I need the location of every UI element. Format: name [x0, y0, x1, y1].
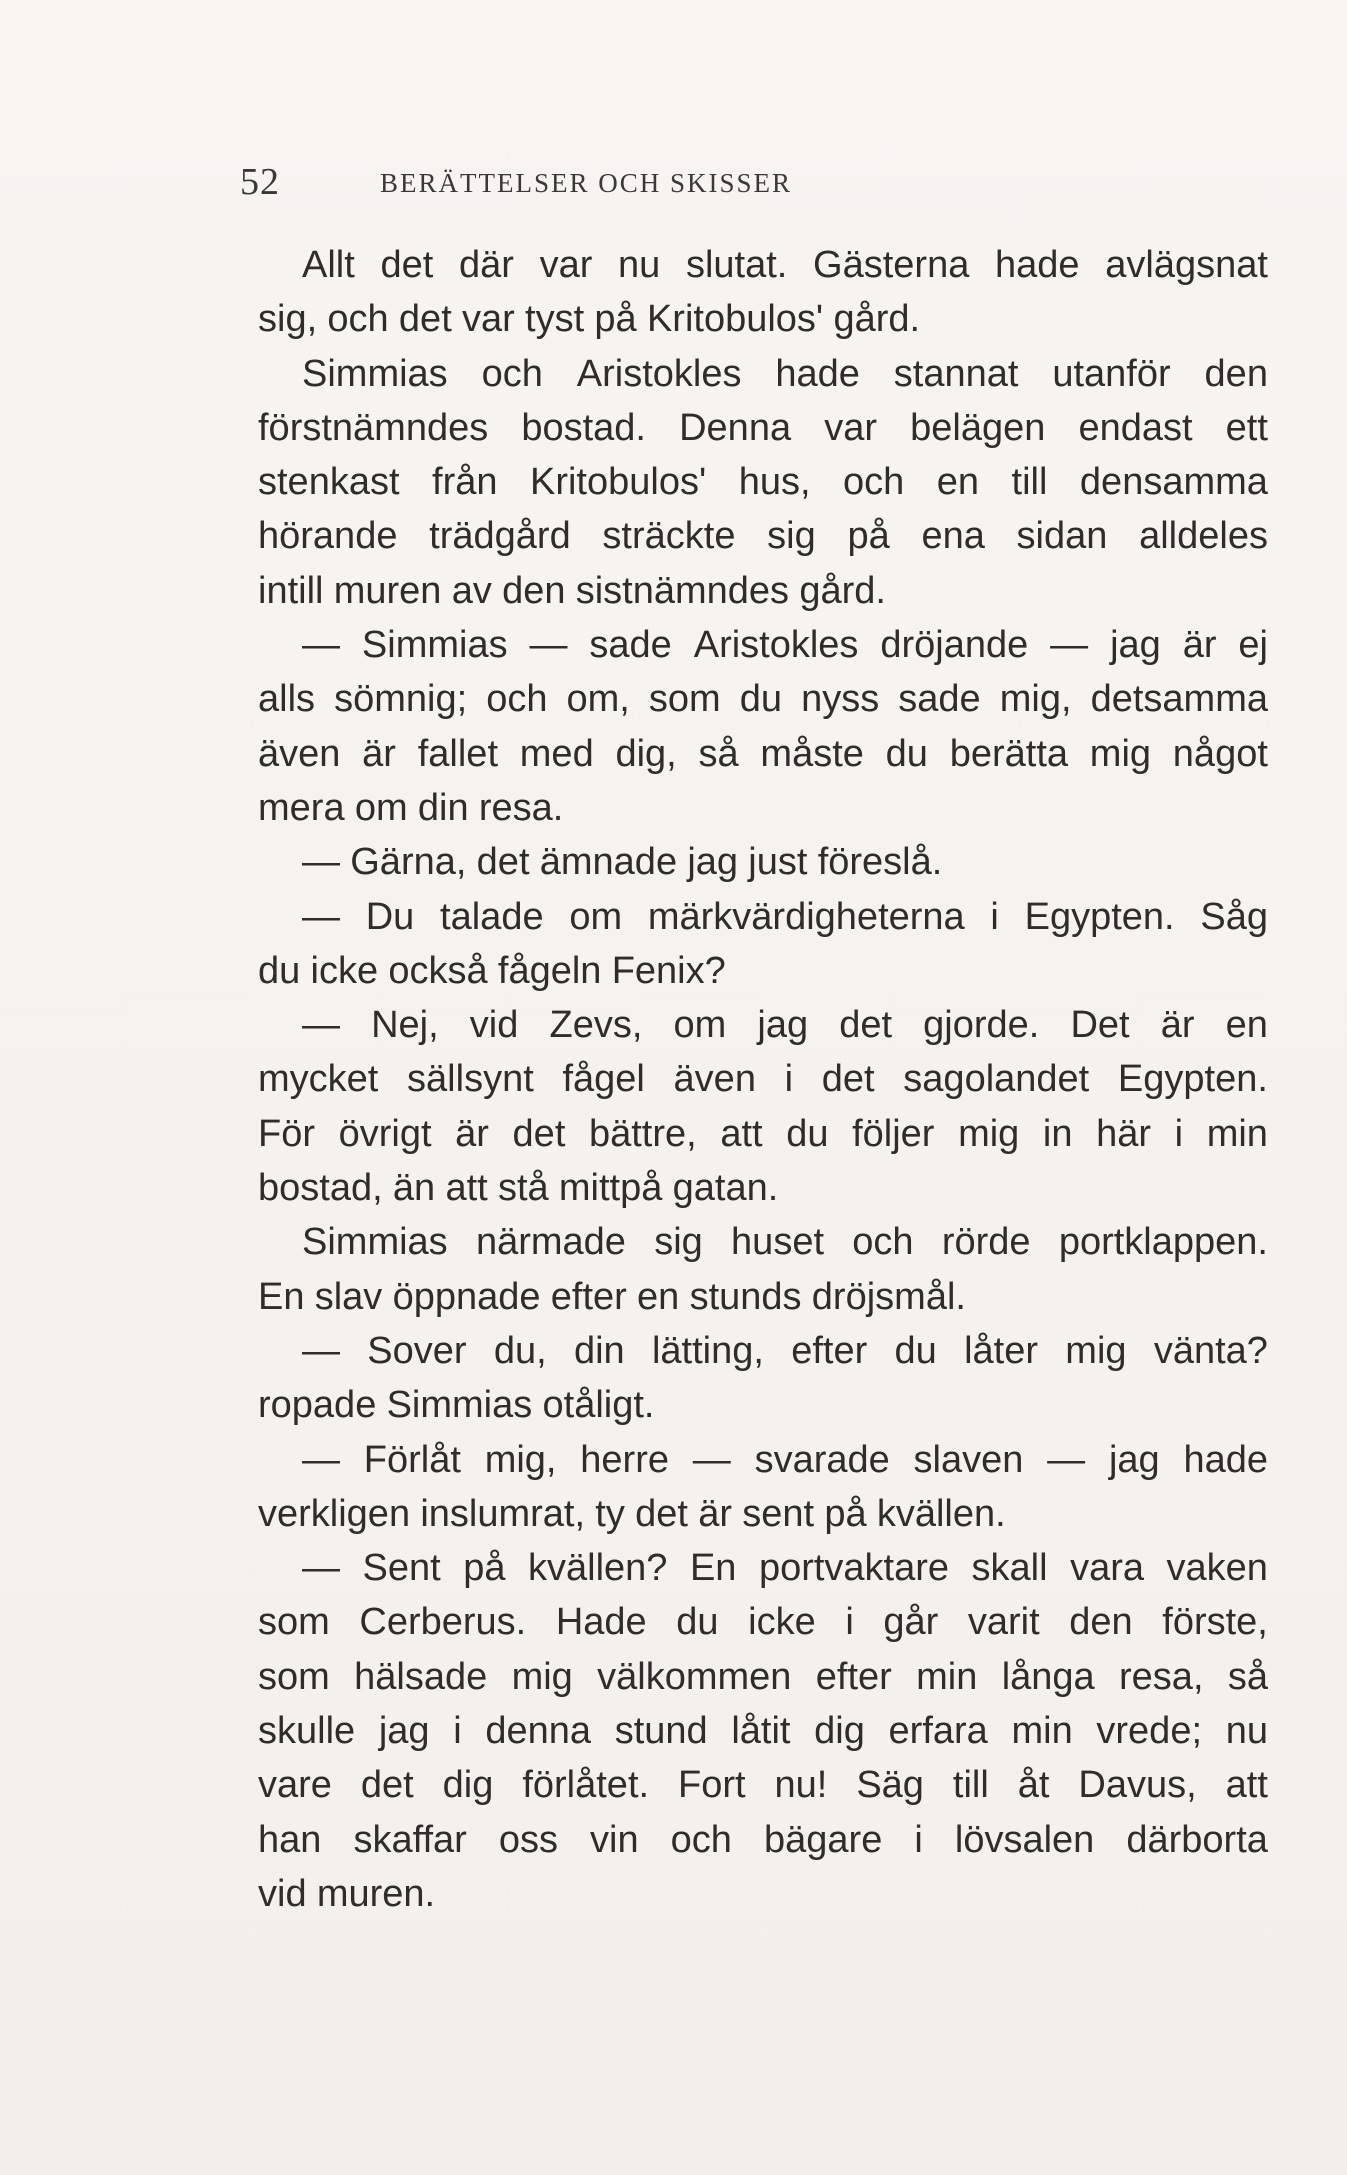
text-line: sig, och det var tyst på Kritobulos' gård.	[258, 298, 921, 341]
text-line: mycket sällsynt fågel även i det sagolandet Egypten.	[258, 1058, 1268, 1101]
text-line: mera om din resa.	[258, 786, 564, 829]
text-line: — Du talade om märkvärdigheterna i Egypten. Såg	[302, 895, 1268, 938]
text-line: som hälsade mig välkommen efter min långa resa, så	[258, 1655, 1268, 1698]
text-line: alls sömnig; och om, som du nyss sade mig, detsamma	[258, 678, 1268, 721]
text-line: hörande trädgård sträckte sig på ena sidan alldeles	[258, 515, 1268, 558]
text-line: — Nej, vid Zevs, om jag det gjorde. Det är en	[302, 1004, 1268, 1047]
text-line: han skaffar oss vin och bägare i lövsalen därborta	[258, 1818, 1268, 1861]
text-line: Simmias närmade sig huset och rörde portklappen.	[302, 1221, 1268, 1264]
text-line: vid muren.	[258, 1872, 436, 1915]
text-line: — Förlåt mig, herre — svarade slaven — jag hade	[302, 1438, 1268, 1481]
text-line: stenkast från Kritobulos' hus, och en till densamma	[258, 461, 1268, 504]
text-line: vare det dig förlåtet. Fort nu! Säg till åt Davus, att	[258, 1764, 1268, 1807]
text-line: Simmias och Aristokles hade stannat utanför den	[302, 352, 1268, 395]
text-line: du icke också fågeln Fenix?	[258, 949, 726, 992]
text-line: skulle jag i denna stund låtit dig erfara min vrede; nu	[258, 1710, 1268, 1753]
text-line: En slav öppnade efter en stunds dröjsmål.	[258, 1275, 966, 1318]
text-line: Allt det där var nu slutat. Gästerna hade avlägsnat	[302, 244, 1268, 286]
text-line: som Cerberus. Hade du icke i går varit den förste,	[258, 1601, 1268, 1644]
text-line: — Sover du, din lätting, efter du låter mig vänta?	[302, 1329, 1268, 1372]
text-line: förstnämndes bostad. Denna var belägen endast ett	[258, 406, 1268, 449]
text-line: För övrigt är det bättre, att du följer mig in här i min	[258, 1112, 1268, 1155]
body-text	[258, 238, 1268, 1921]
text-line: ropade Simmias otåligt.	[258, 1384, 655, 1427]
text-line: verkligen inslumrat, ty det är sent på kvällen.	[258, 1492, 1006, 1535]
running-title: BERÄTTELSER OCH SKISSER	[380, 168, 793, 198]
text-line: även är fallet med dig, så måste du berätta mig något	[258, 732, 1268, 775]
text-line: bostad, än att stå mittpå gatan.	[258, 1167, 779, 1210]
text-line: — Sent på kvällen? En portvaktare skall vara vaken	[302, 1547, 1268, 1590]
text-line: — Gärna, det ämnade jag just föreslå.	[302, 841, 943, 884]
page-number: 52	[240, 161, 280, 203]
text-line: intill muren av den sistnämndes gård.	[258, 569, 886, 612]
text-line: — Simmias — sade Aristokles dröjande — jag är ej	[302, 624, 1268, 667]
